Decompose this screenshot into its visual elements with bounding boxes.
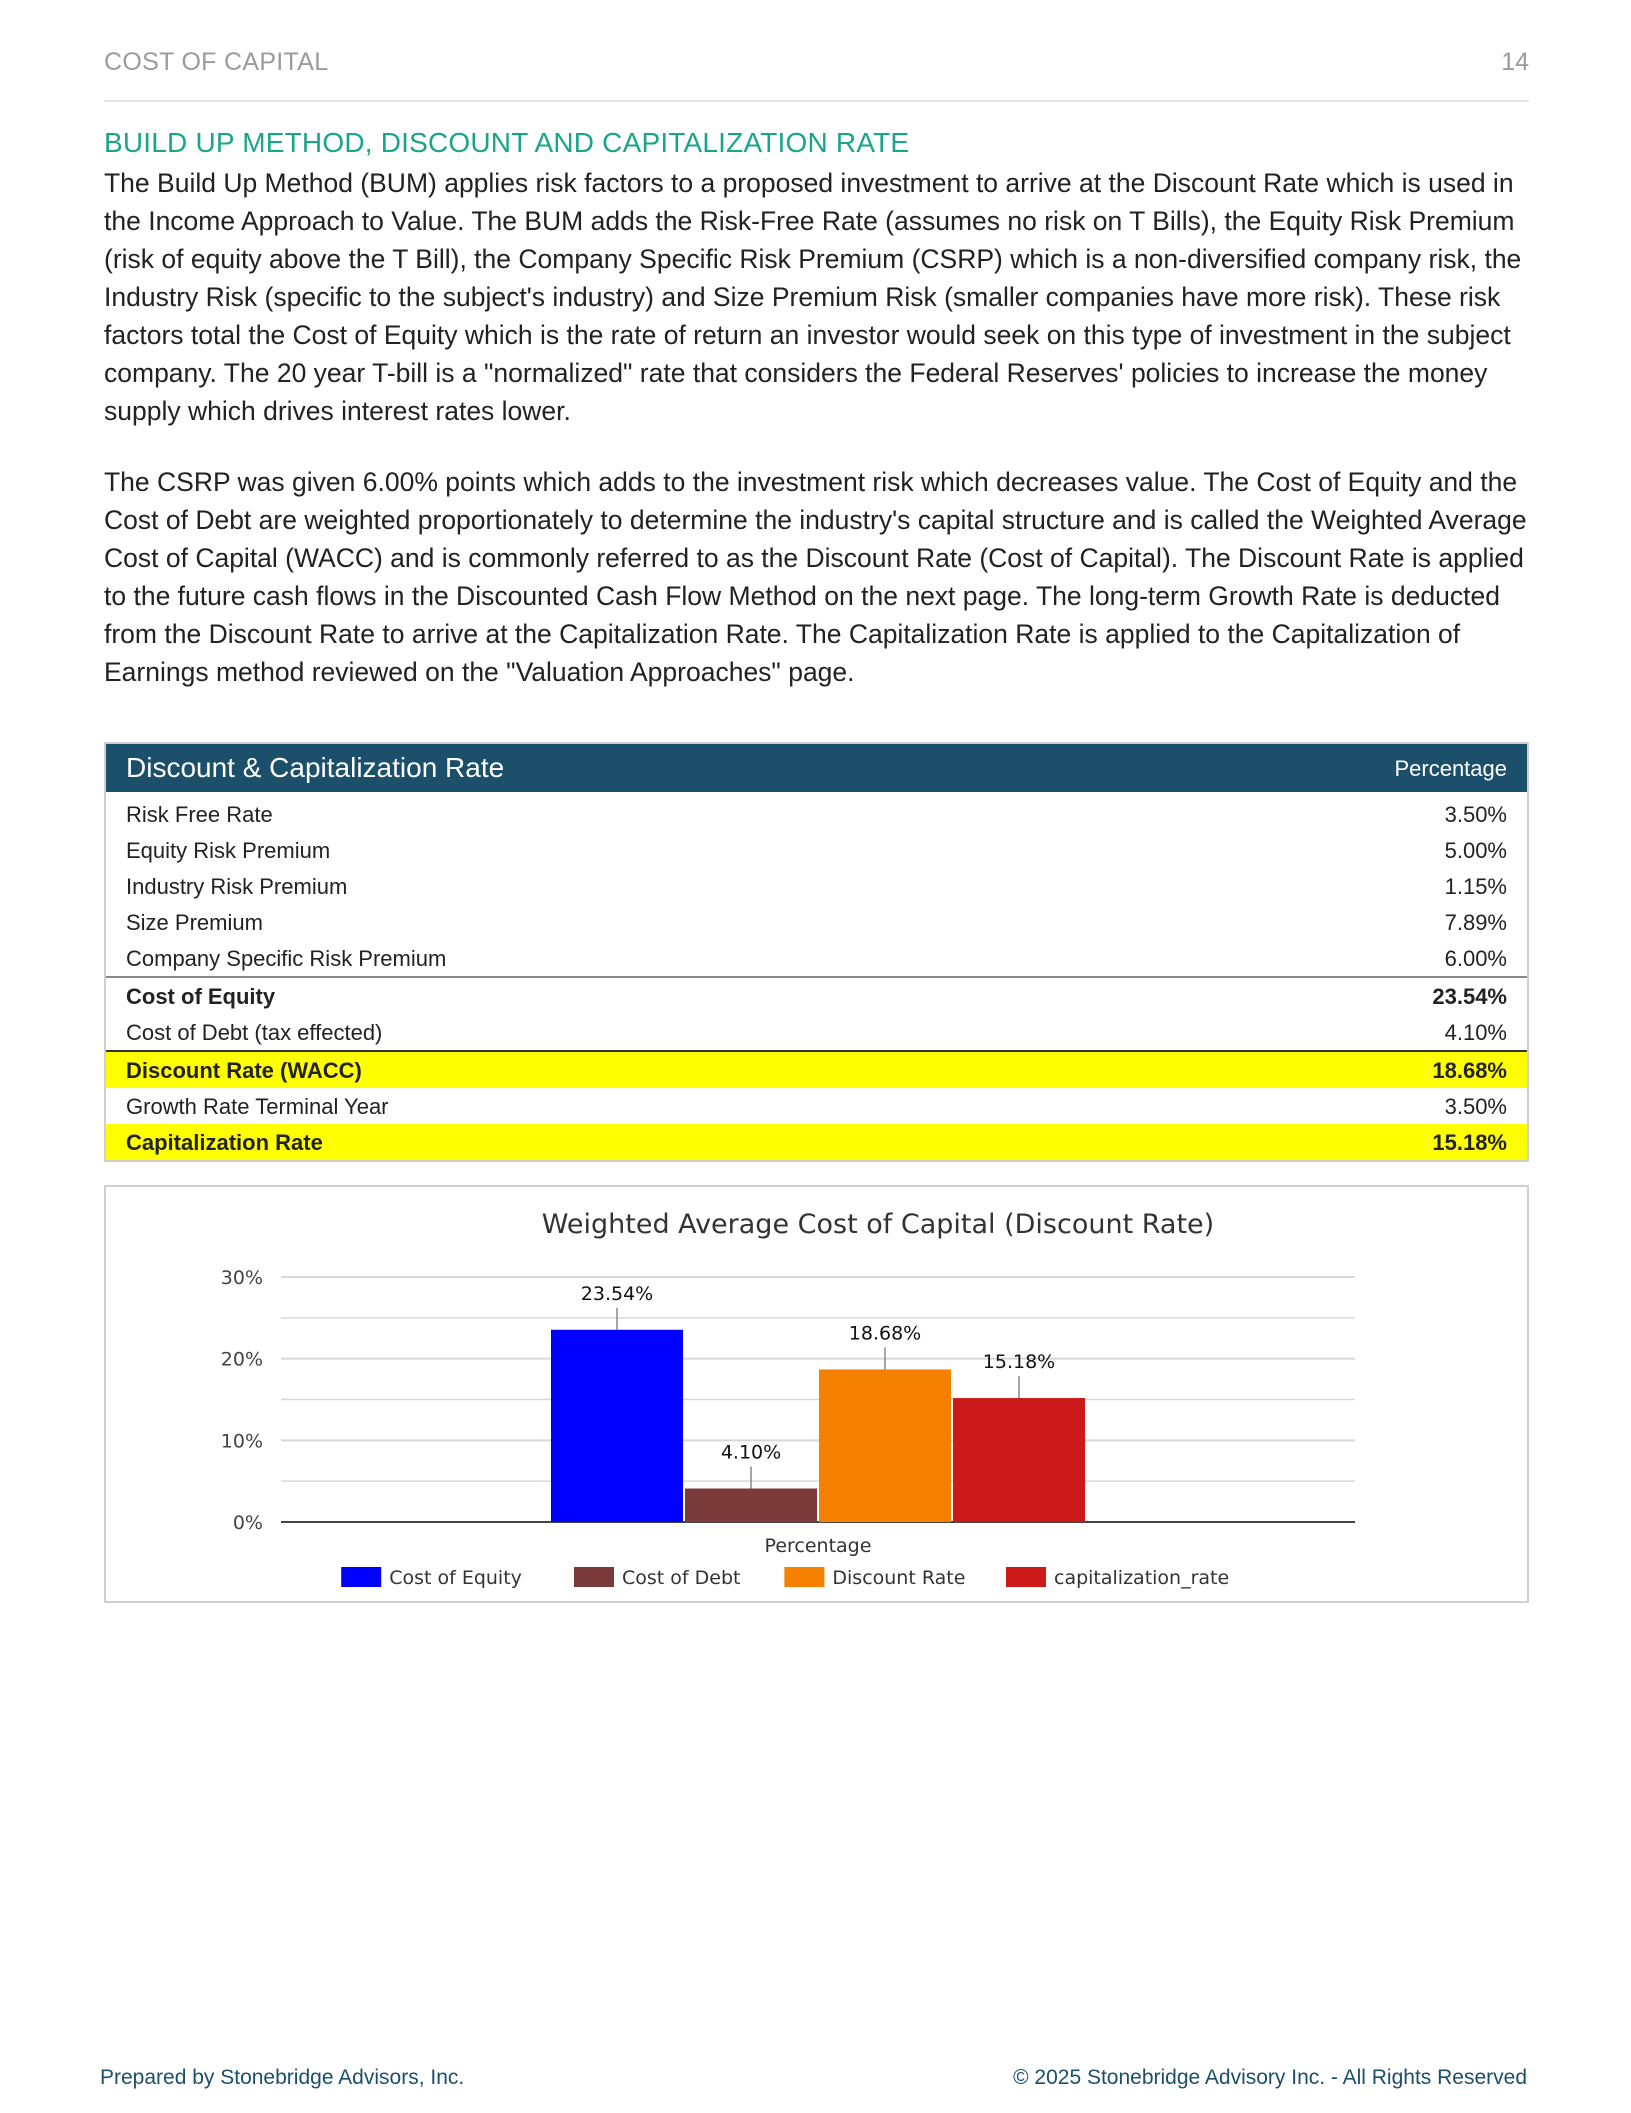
table-row-risk-free-rate xyxy=(106,796,1527,832)
table-row-discount-rate xyxy=(106,1050,1527,1088)
row-label: Cost of Equity xyxy=(126,984,276,1009)
row-value: 6.00% xyxy=(1444,946,1507,971)
intro-paragraph: The Build Up Method (BUM) applies risk factors to a proposed investment to arrive at the Discount Rate which is used in the Income Approach to Value. The BUM adds the Risk-Free Rate (assumes no risk on T Bills), the Equity Risk Premium (risk of equity above the T Bill), the Company Specific Risk Premium (CSRP) which is a non-diversified company risk, the Industry Risk (specific to the subject's industry) and Size Premium Risk (smaller companies have more risk). These risk factors total the Cost of Equity which is the rate of return an investor would seek on this type of investment in the subject company. The 20 year T-bill is a "normalized" rate that considers the Federal Reserves' policies to increase the money supply which drives interest rates lower. xyxy=(104,168,1522,426)
table-row-size-premium xyxy=(106,904,1527,940)
row-value: 18.68% xyxy=(1432,1058,1507,1083)
legend-swatch xyxy=(784,1567,824,1587)
table-row-industry-risk-premium xyxy=(106,868,1527,904)
row-label: Industry Risk Premium xyxy=(126,874,348,899)
row-label: Growth Rate Terminal Year xyxy=(126,1094,389,1119)
x-category-label: Percentage xyxy=(764,1535,872,1557)
table-row-growth-rate xyxy=(106,1088,1527,1124)
legend-swatch xyxy=(341,1567,381,1587)
bar-discount-rate xyxy=(819,1369,951,1522)
row-label: Cost of Debt (tax effected) xyxy=(126,1020,383,1045)
chart-canvas xyxy=(106,1187,1527,1601)
rate-table-header xyxy=(106,744,1527,792)
row-value: 5.00% xyxy=(1444,838,1507,863)
data-label: 18.68% xyxy=(848,1322,922,1345)
page-number: 14 xyxy=(1501,48,1529,76)
row-value: 23.54% xyxy=(1432,984,1507,1009)
bar-cost-of-debt xyxy=(685,1489,817,1522)
section-heading: BUILD UP METHOD, DISCOUNT AND CAPITALIZATION RATE xyxy=(104,127,910,158)
row-label: Company Specific Risk Premium xyxy=(126,946,447,971)
legend-label: capitalization_rate xyxy=(1054,1567,1230,1589)
row-value: 3.50% xyxy=(1444,1094,1507,1119)
row-label: Risk Free Rate xyxy=(126,802,273,827)
footer-copyright: © 2025 Stonebridge Advisory Inc. - All Rights Reserved xyxy=(1013,2066,1527,2089)
data-label: 4.10% xyxy=(720,1441,782,1464)
y-tick-label: 0% xyxy=(232,1512,263,1534)
row-value: 15.18% xyxy=(1432,1130,1507,1155)
wacc-chart xyxy=(104,1185,1529,1603)
y-tick-label: 30% xyxy=(220,1267,263,1289)
legend-swatch xyxy=(574,1567,614,1587)
chart-title: Weighted Average Cost of Capital (Discount Rate) xyxy=(541,1209,1215,1240)
row-value: 1.15% xyxy=(1444,874,1507,899)
bar-capitalization-rate xyxy=(953,1398,1085,1522)
page-header xyxy=(104,48,1529,102)
row-value: 3.50% xyxy=(1444,802,1507,827)
rate-table-column-header: Percentage xyxy=(1394,756,1507,781)
row-value: 4.10% xyxy=(1444,1020,1507,1045)
row-label: Capitalization Rate xyxy=(126,1130,323,1155)
legend-label: Cost of Equity xyxy=(389,1567,522,1589)
legend-label: Discount Rate xyxy=(832,1567,966,1589)
y-tick-label: 10% xyxy=(220,1430,263,1453)
csrp-paragraph: The CSRP was given 6.00% points which adds to the investment risk which decreases value. The Cost of Equity and the Cost of Debt are weighted proportionately to determine the industry's capital structure and is called the Weighted Average Cost of Capital (WACC) and is commonly referred to as the Discount Rate (Cost of Capital). The Discount Rate is applied to the future cash flows in the Discounted Cash Flow Method on the next page. The long-term Growth Rate is deducted from the Discount Rate to arrive at the Capitalization Rate. The Capitalization Rate is applied to the Capitalization of Earnings method reviewed on the "Valuation Approaches" page. xyxy=(104,467,1527,687)
document-title: COST OF CAPITAL xyxy=(104,48,329,76)
data-label: 23.54% xyxy=(580,1282,654,1305)
legend-label: Cost of Debt xyxy=(622,1567,741,1589)
table-row-cost-of-equity xyxy=(106,976,1527,1014)
row-label: Discount Rate (WACC) xyxy=(126,1058,362,1083)
footer-prepared-by: Prepared by Stonebridge Advisors, Inc. xyxy=(100,2066,465,2089)
row-value: 7.89% xyxy=(1444,910,1507,935)
data-label: 15.18% xyxy=(982,1351,1056,1374)
bar-cost-of-equity xyxy=(551,1330,683,1522)
table-row-equity-risk-premium xyxy=(106,832,1527,868)
rate-table xyxy=(104,742,1529,1162)
row-label: Equity Risk Premium xyxy=(126,838,331,863)
legend-swatch xyxy=(1006,1567,1046,1587)
row-label: Size Premium xyxy=(126,910,263,935)
table-row-cost-of-debt xyxy=(106,1014,1527,1050)
y-tick-label: 20% xyxy=(220,1348,263,1371)
table-row-capitalization-rate xyxy=(106,1124,1527,1160)
table-row-company-specific-risk xyxy=(106,940,1527,976)
rate-table-title: Discount & Capitalization Rate xyxy=(126,752,505,783)
